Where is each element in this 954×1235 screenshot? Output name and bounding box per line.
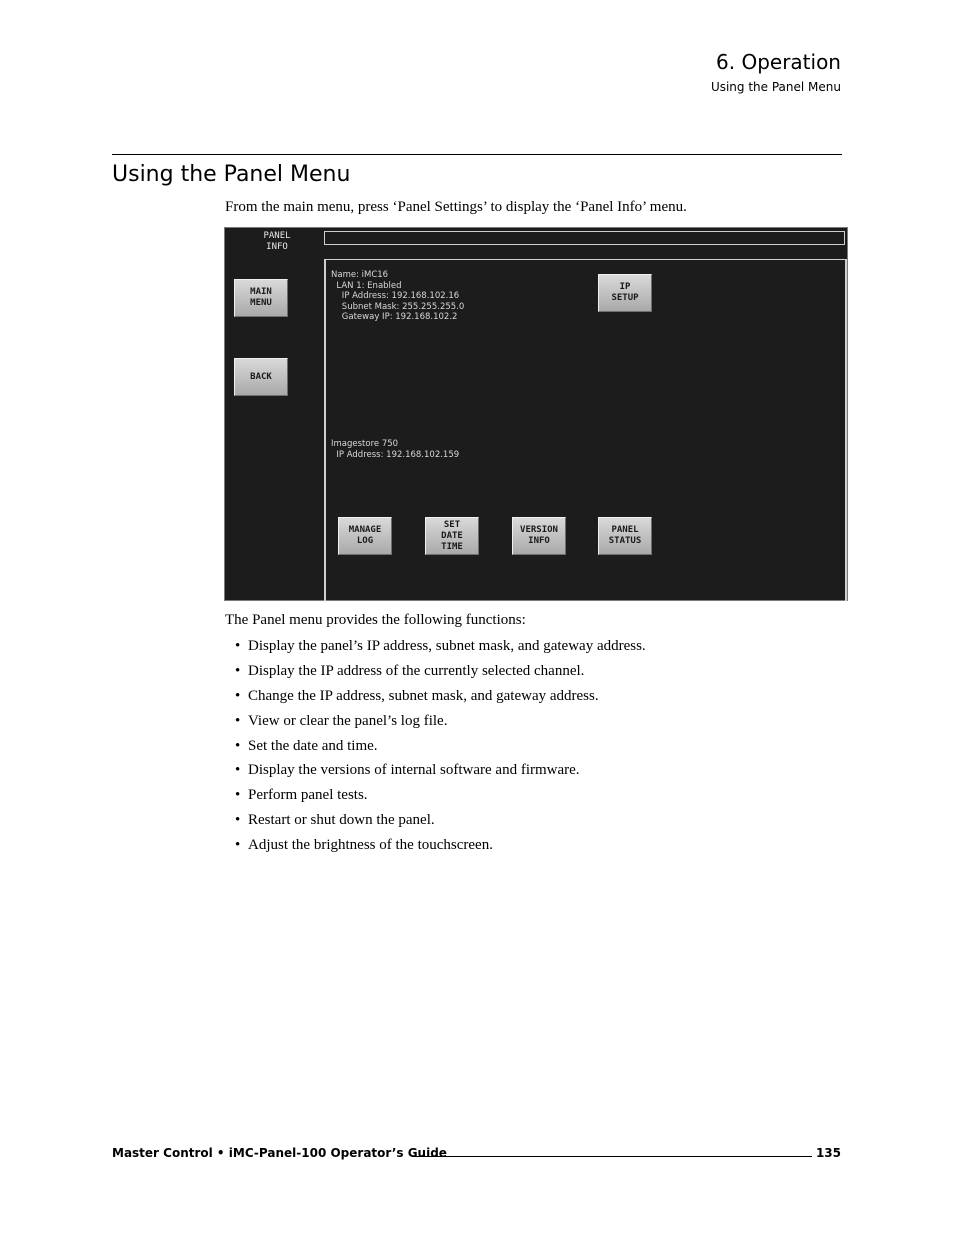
status-bar	[324, 231, 845, 245]
main-menu-button[interactable]: MAIN MENU	[234, 279, 288, 317]
back-button[interactable]: BACK	[234, 358, 288, 396]
manage-log-button[interactable]: MANAGE LOG	[338, 517, 392, 555]
list-item: • Display the IP address of the currently selected channel.	[235, 662, 585, 679]
ip-address: IP Address: 192.168.102.16	[331, 291, 460, 301]
list-item: • View or clear the panel’s log file.	[235, 712, 448, 729]
section-title: Using the Panel Menu	[112, 162, 351, 187]
lan-status: LAN 1: Enabled	[331, 280, 402, 291]
bullet-dot: •	[235, 837, 241, 854]
bullet-dot: •	[235, 712, 241, 729]
bullet-dot: •	[235, 687, 241, 704]
footer-rule	[412, 1156, 812, 1157]
bullet-dot: •	[235, 787, 241, 804]
panel-info-screenshot	[224, 227, 848, 601]
set-date-time-button[interactable]: SET DATE TIME	[425, 517, 479, 555]
page-number: 135	[815, 1146, 841, 1160]
bullet-dot: •	[235, 737, 241, 754]
running-header: Using the Panel Menu	[710, 80, 841, 94]
list-item: • Restart or shut down the panel.	[235, 812, 435, 829]
ip-setup-button[interactable]: IP SETUP	[598, 274, 652, 312]
list-item: • Display the versions of internal software and firmware.	[235, 762, 580, 779]
list-item: • Adjust the brightness of the touchscreen.	[235, 837, 493, 854]
list-item: • Perform panel tests.	[235, 787, 368, 804]
functions-list	[235, 636, 646, 860]
channel-device: Imagestore 750	[331, 439, 399, 449]
gateway-ip: Gateway IP: 192.168.102.2	[331, 312, 458, 322]
functions-lead: The Panel menu provides the following functions:	[225, 612, 526, 628]
heading-rule	[112, 154, 842, 155]
footer-title: Master Control • iMC-Panel-100 Operator’s Guide	[112, 1146, 447, 1160]
list-item: • Display the panel’s IP address, subnet mask, and gateway address.	[235, 638, 646, 654]
chapter-heading: 6. Operation	[716, 50, 841, 74]
screen-title: PANEL INFO	[263, 231, 291, 252]
subnet-mask: Subnet Mask: 255.255.255.0	[331, 301, 465, 312]
bullet-dot: •	[235, 638, 241, 654]
list-item: • Set the date and time.	[235, 737, 378, 754]
panel-name: Name: iMC16	[331, 270, 389, 280]
channel-ip-address: IP Address: 192.168.102.159	[331, 449, 460, 460]
panel-status-button[interactable]: PANEL STATUS	[598, 517, 652, 555]
bullet-dot: •	[235, 662, 241, 679]
bullet-dot: •	[235, 762, 241, 779]
list-item: • Change the IP address, subnet mask, and gateway address.	[235, 687, 599, 704]
intro-paragraph: From the main menu, press ‘Panel Settings’ to display the ‘Panel Info’ menu.	[225, 199, 687, 215]
bullet-dot: •	[235, 812, 241, 829]
version-info-button[interactable]: VERSION INFO	[512, 517, 566, 555]
